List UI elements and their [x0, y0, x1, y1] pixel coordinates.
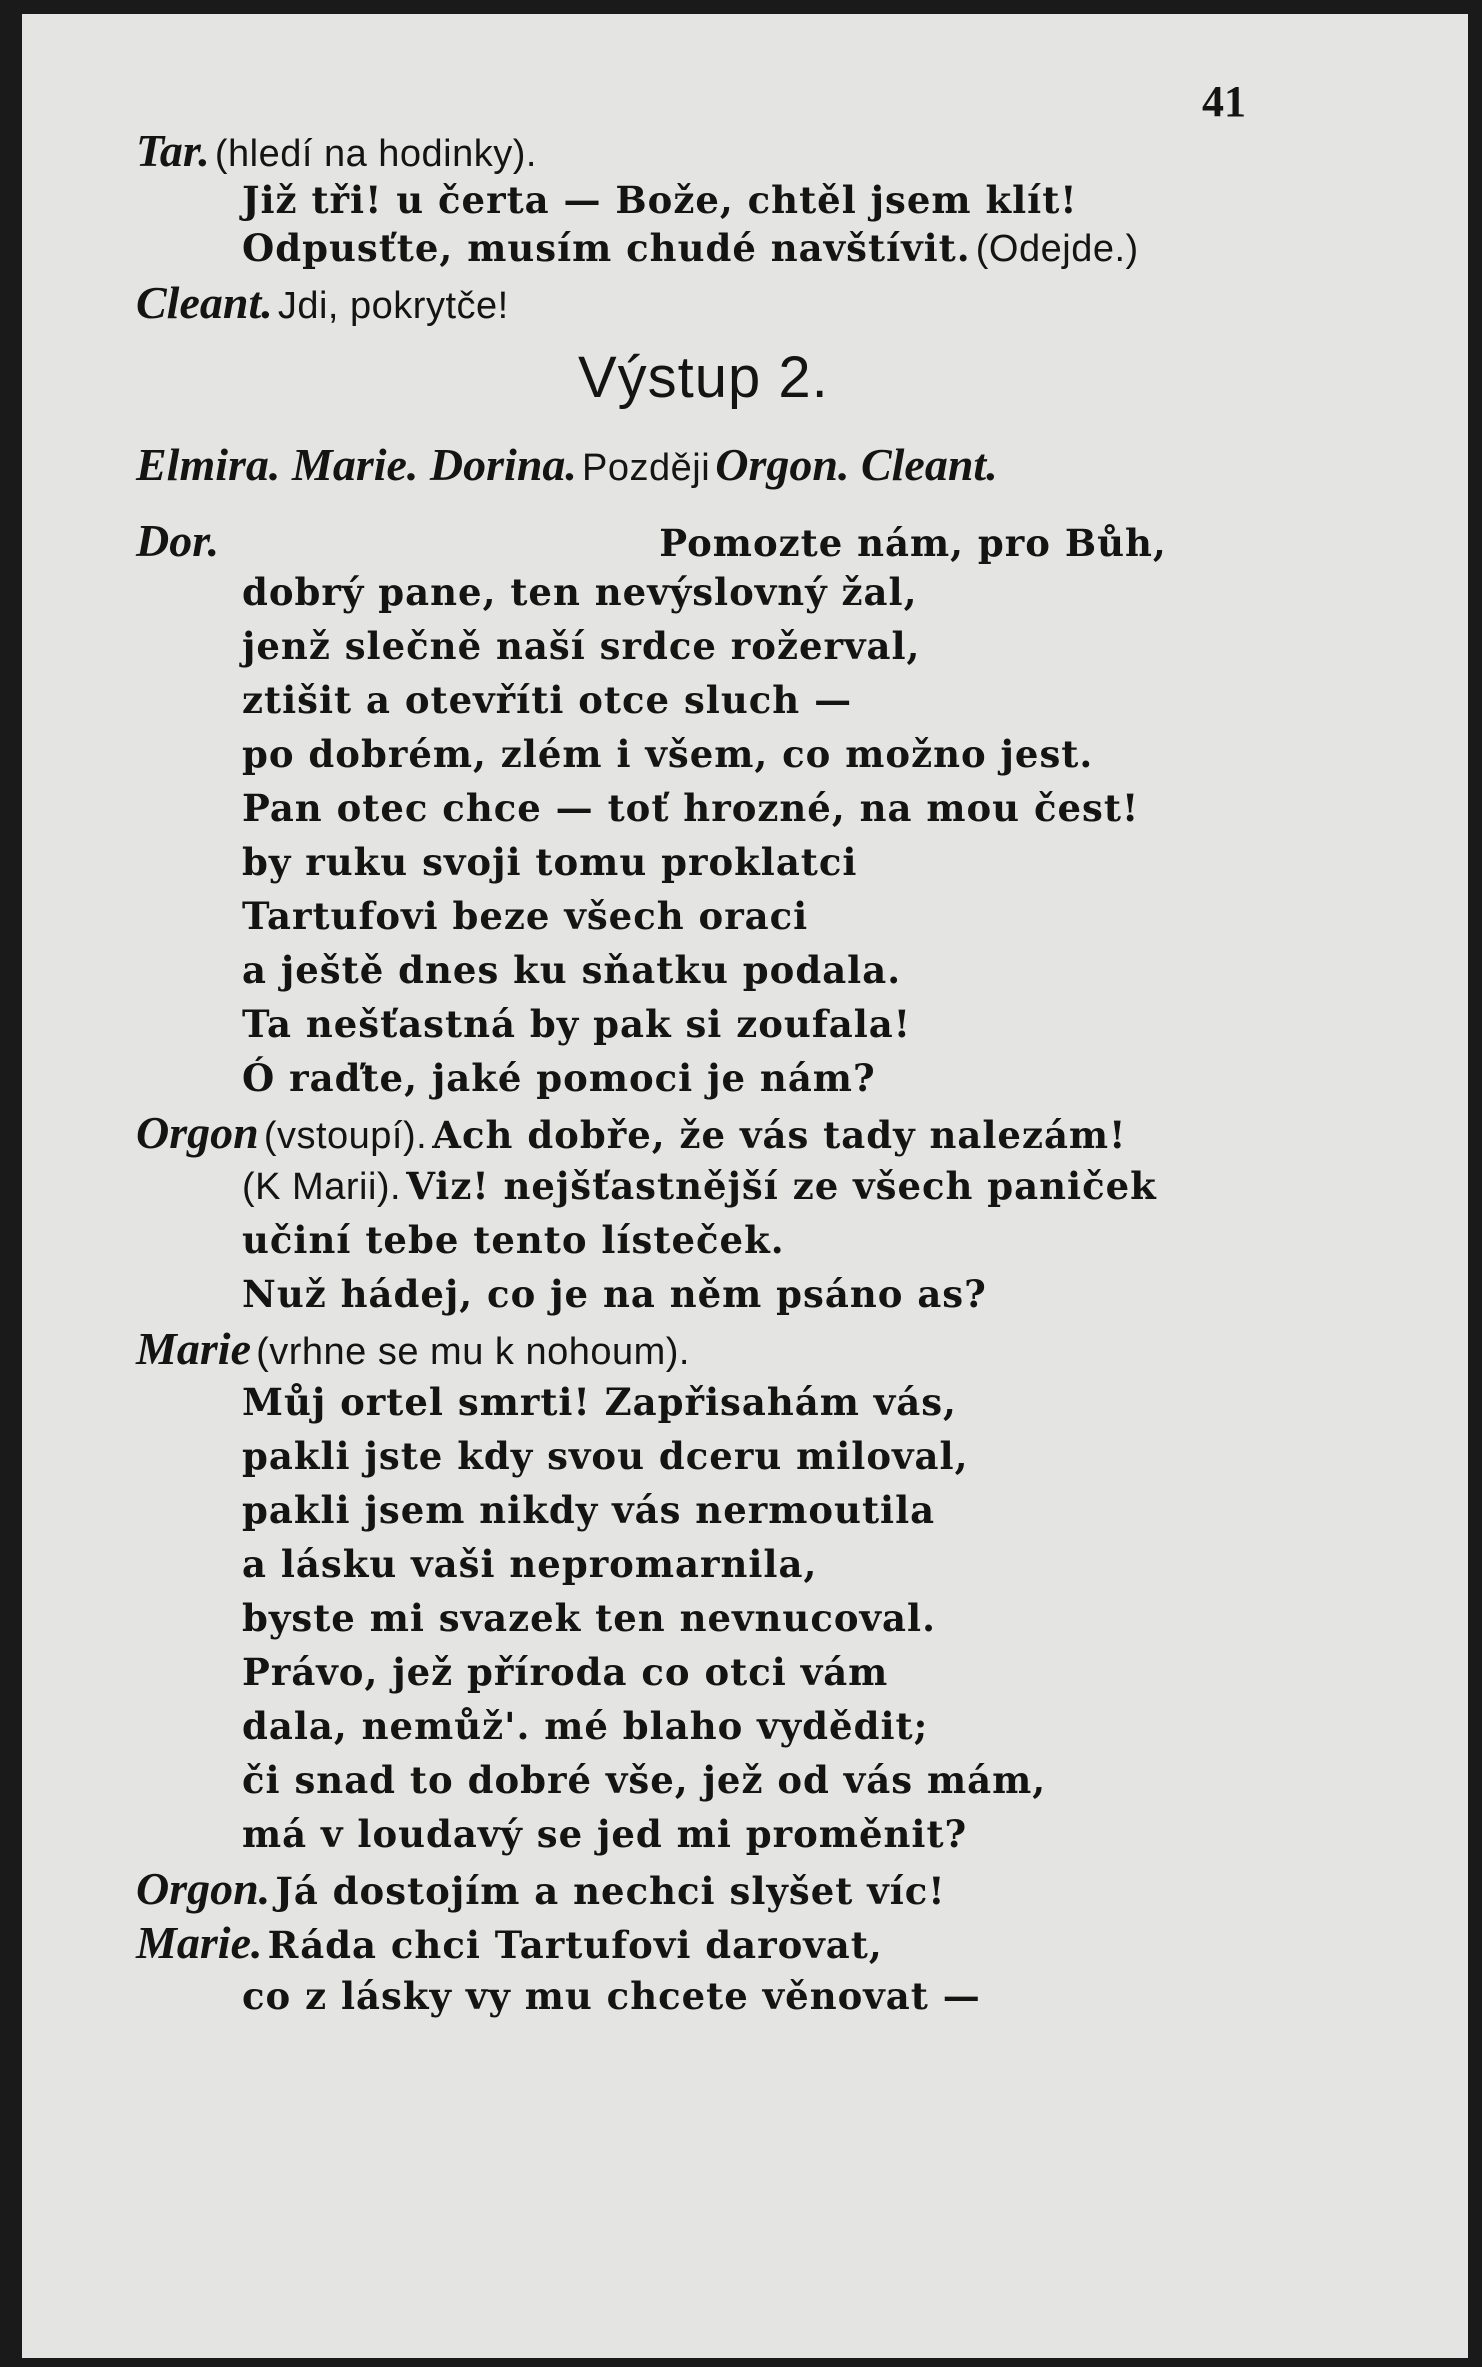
verse-text: Ach dobře, že vás tady nalezám!: [432, 1113, 1127, 1157]
line-33: [136, 1916, 883, 1969]
line-23: Můj ortel smrti! Zapřisahám vás,: [242, 1380, 957, 1424]
line-11: po dobrém, zlém i všem, co možno jest.: [242, 732, 1094, 776]
line-28: Právo, jež příroda co otci vám: [242, 1650, 889, 1694]
line-03: [242, 226, 1139, 271]
line-07: [136, 514, 1167, 567]
scene-heading: Výstup 2.: [578, 345, 829, 410]
verse-text: Viz! nejšťastnější ze všech paniček: [406, 1164, 1157, 1208]
line-27: byste mi svazek ten nevnucoval.: [242, 1596, 936, 1640]
line-02: Již tři! u čerta — Bože, chtěl jsem klít!: [242, 178, 1078, 222]
line-29: dala, nemůž'. mé blaho vydědit;: [242, 1704, 929, 1748]
verse-text: Pomozte nám, pro Bůh,: [659, 521, 1167, 565]
line-08: dobrý pane, ten nevýslovný žal,: [242, 570, 918, 614]
line-31: má v loudavý se jed mi proměnit?: [242, 1812, 968, 1856]
line-16: Ta nešťastná by pak si zoufala!: [242, 1002, 911, 1046]
cast-list: Orgon. Cleant.: [715, 439, 998, 490]
stage-direction: (Odejde.): [975, 228, 1139, 270]
line-20: učiní tebe tento lísteček.: [242, 1218, 785, 1262]
speaker-name: Cleant.: [136, 277, 273, 328]
book-page: [22, 14, 1468, 2358]
speaker-name: Orgon.: [136, 1863, 271, 1914]
line-21: Nuž hádej, co je na něm psáno as?: [242, 1272, 987, 1316]
line-32: [136, 1862, 946, 1915]
speaker-name: Orgon: [136, 1107, 259, 1158]
line-14: Tartufovi beze všech oraci: [242, 894, 809, 938]
speaker-name: Tar.: [136, 125, 210, 176]
line-25: pakli jsem nikdy vás nermoutila: [242, 1488, 936, 1532]
line-15: a ještě dnes ku sňatku podala.: [242, 948, 902, 992]
stage-direction: Později: [582, 447, 711, 489]
speaker-name: Dor.: [136, 515, 220, 566]
stage-direction: (vrhne se mu k nohoum).: [256, 1331, 690, 1373]
stage-direction: (K Marii).: [242, 1166, 402, 1208]
line-13: by ruku svoji tomu proklatci: [242, 840, 858, 884]
line-18: [136, 1106, 1126, 1159]
verse-text: Já dostojím a nechci slyšet víc!: [275, 1869, 946, 1913]
line-09: jenž slečně naší srdce rožerval,: [242, 624, 921, 668]
line-04: [136, 276, 509, 329]
cast-list: Elmira. Marie. Dorina.: [136, 439, 577, 490]
line-26: a lásku vaši nepromarnila,: [242, 1542, 818, 1586]
stage-direction: (vstoupí).: [263, 1115, 428, 1157]
line-10: ztišit a otevříti otce sluch —: [242, 678, 853, 722]
line-24: pakli jste kdy svou dceru miloval,: [242, 1434, 969, 1478]
line-22: [136, 1322, 690, 1375]
speaker-name: Marie: [136, 1323, 251, 1374]
line-12: Pan otec chce — toť hrozné, na mou čest!: [242, 786, 1140, 830]
verse-text: Jdi, pokrytče!: [277, 285, 509, 327]
line-01: [136, 124, 537, 177]
speaker-name: Marie.: [136, 1917, 263, 1968]
page-number: 41: [1202, 77, 1246, 126]
stage-direction: (hledí na hodinky).: [214, 133, 537, 175]
line-34: co z lásky vy mu chcete věnovat —: [242, 1974, 981, 2018]
line-19: [242, 1164, 1157, 1209]
verse-text: Ráda chci Tartufovi darovat,: [267, 1923, 883, 1967]
line-30: či snad to dobré vše, jež od vás mám,: [242, 1758, 1047, 1802]
verse-text: Odpusťte, musím chudé navštívit.: [242, 226, 971, 270]
line-06-cast-list: [136, 438, 998, 491]
line-17: Ó raďte, jaké pomoci je nám?: [242, 1056, 876, 1100]
